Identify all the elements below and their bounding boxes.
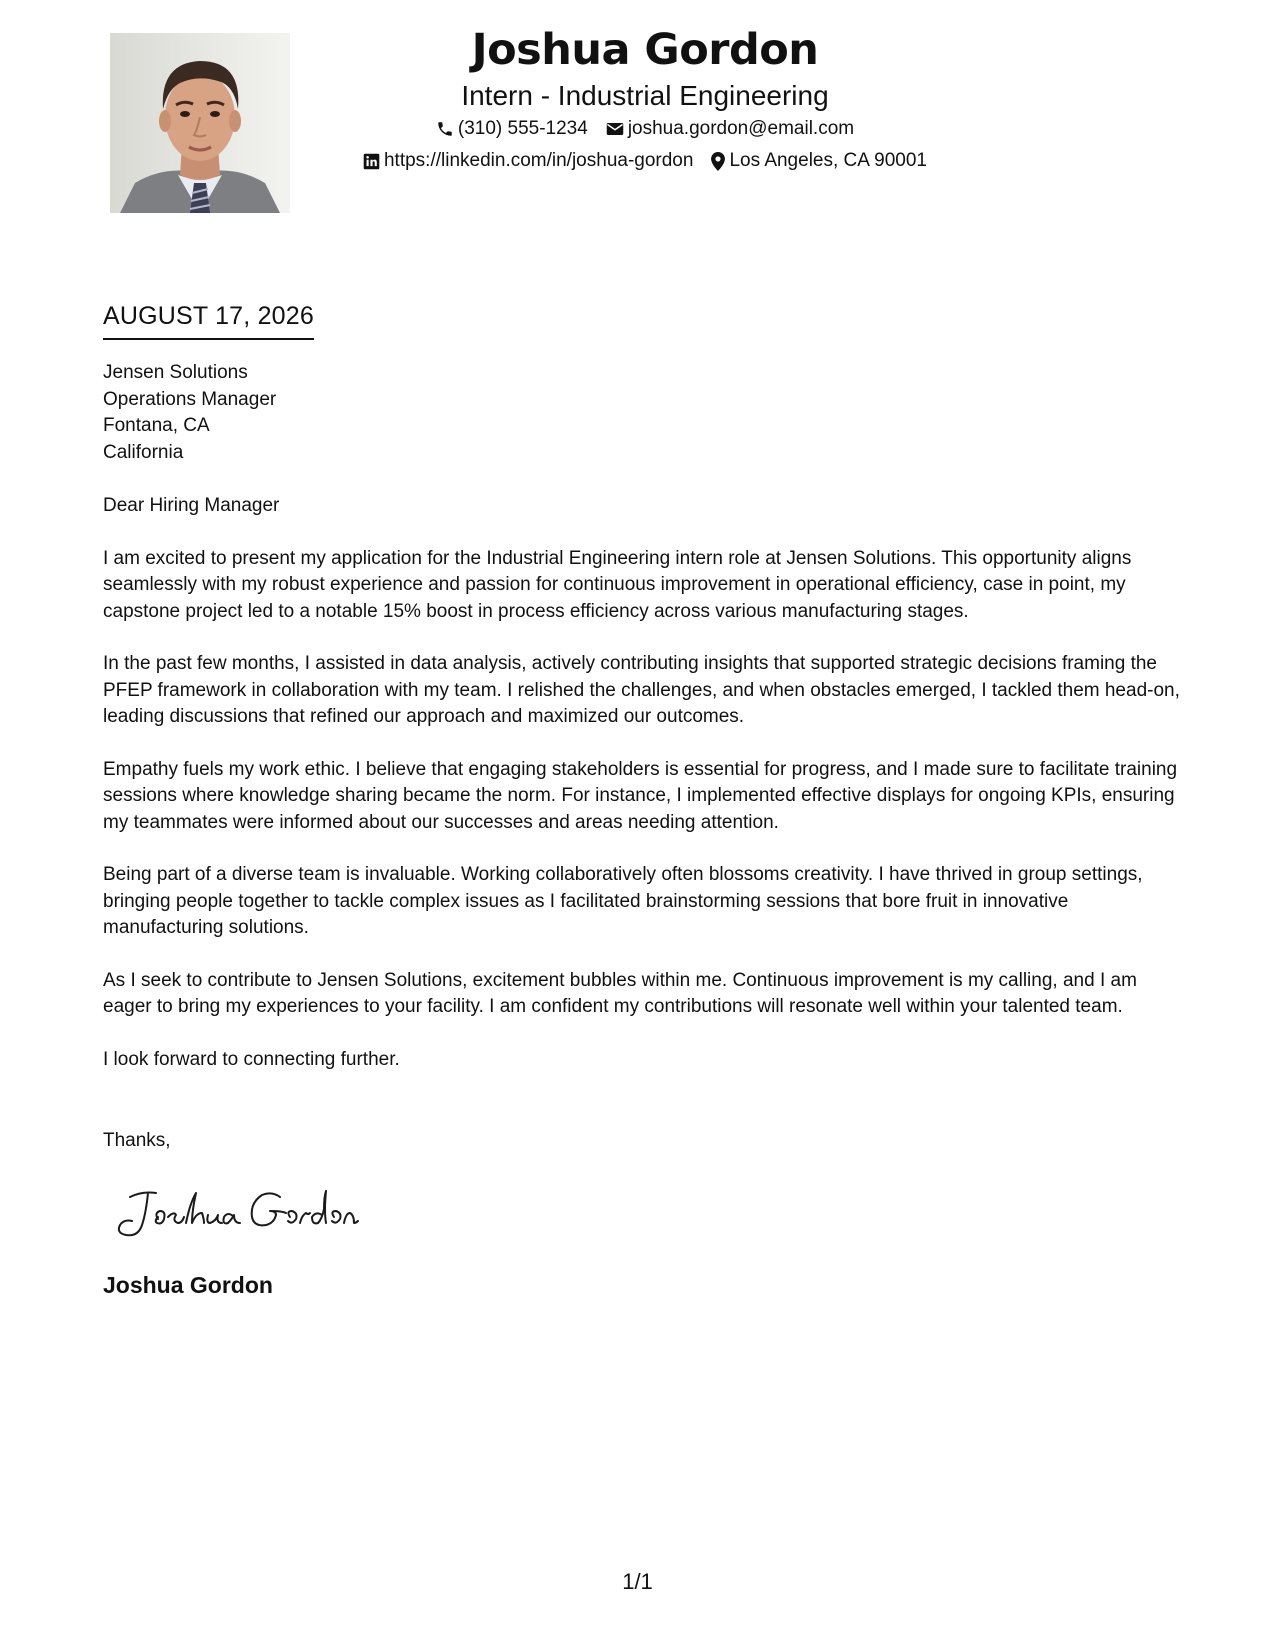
email-address[interactable]: joshua.gordon@email.com [627, 118, 855, 139]
page-number: 1/1 [622, 1569, 653, 1594]
recipient-company: Jensen Solutions [103, 362, 248, 383]
body-paragraph: As I seek to contribute to Jensen Solutions, excitement bubbles within me. Continuous improvement is my calling, and I am eager to bring my experiences to your facility. I am confident my contributions will resonate well within your talented team. [103, 969, 1137, 1017]
recipient-city: Fontana, CA [103, 415, 210, 436]
phone-number: (310) 555-1234 [457, 118, 588, 139]
contact-email[interactable] [606, 118, 854, 140]
applicant-title: Intern - Industrial Engineering [461, 80, 829, 111]
applicant-name: Joshua Gordon [471, 25, 819, 75]
letter-date: AUGUST 17, 2026 [103, 300, 314, 340]
body-paragraph: I look forward to connecting further. [103, 1048, 400, 1070]
contact-phone [436, 118, 588, 140]
body-paragraph: Empathy fuels my work ethic. I believe that engaging stakeholders is essential for progress, and I made sure to facilitate training sessions where knowledge sharing became the norm. For instance, I implemented effective displays for ongoing KPIs, ensuring my teammates were informed about our successes and areas needing attention. [103, 758, 1178, 833]
body-paragraph: In the past few months, I assisted in data analysis, actively contributing insights that supported strategic decisions framing the PFEP framework in collaboration with my team. I relished the challenges, and when obstacles emerged, I tackled them head-on, leading discussions that refined our approach and maximized our outcomes. [103, 653, 1180, 727]
recipient-block [103, 360, 276, 466]
profile-photo [110, 33, 290, 213]
body-paragraph: Being part of a diverse team is invaluable. Working collaboratively often blossoms creativity. I have thrived in group settings, bringing people together to tackle complex issues as I facilitated brainstorming sessions that bore fruit in innovative manufacturing solutions. [103, 864, 1143, 938]
contact-location [711, 150, 927, 172]
linkedin-icon [363, 153, 380, 170]
closing-text: Thanks, [103, 1130, 171, 1151]
contact-line-primary [330, 118, 960, 140]
location-text: Los Angeles, CA 90001 [729, 150, 927, 171]
recipient-state: California [103, 441, 184, 463]
contact-linkedin[interactable] [363, 150, 693, 172]
body-paragraph: I am excited to present my application for the Industrial Engineering intern role at Jensen Solutions. This opportunity aligns seamlessly with my robust experience and passion for continuous improvement in operational efficiency, case in point, my capstone project led to a notable 15% boost in process efficiency across various manufacturing stages. [103, 547, 1132, 622]
map-pin-icon [711, 152, 725, 171]
phone-icon [436, 120, 454, 138]
linkedin-url[interactable]: https://linkedin.com/in/joshua-gordon [383, 150, 694, 171]
salutation: Dear Hiring Manager [103, 495, 280, 516]
letter-header [330, 20, 960, 172]
handwritten-signature [112, 1183, 362, 1243]
signed-name: Joshua Gordon [103, 1272, 273, 1298]
recipient-role: Operations Manager [103, 388, 277, 410]
contact-line-secondary [330, 150, 960, 172]
letter-body [103, 493, 1183, 1099]
envelope-icon [606, 121, 624, 137]
